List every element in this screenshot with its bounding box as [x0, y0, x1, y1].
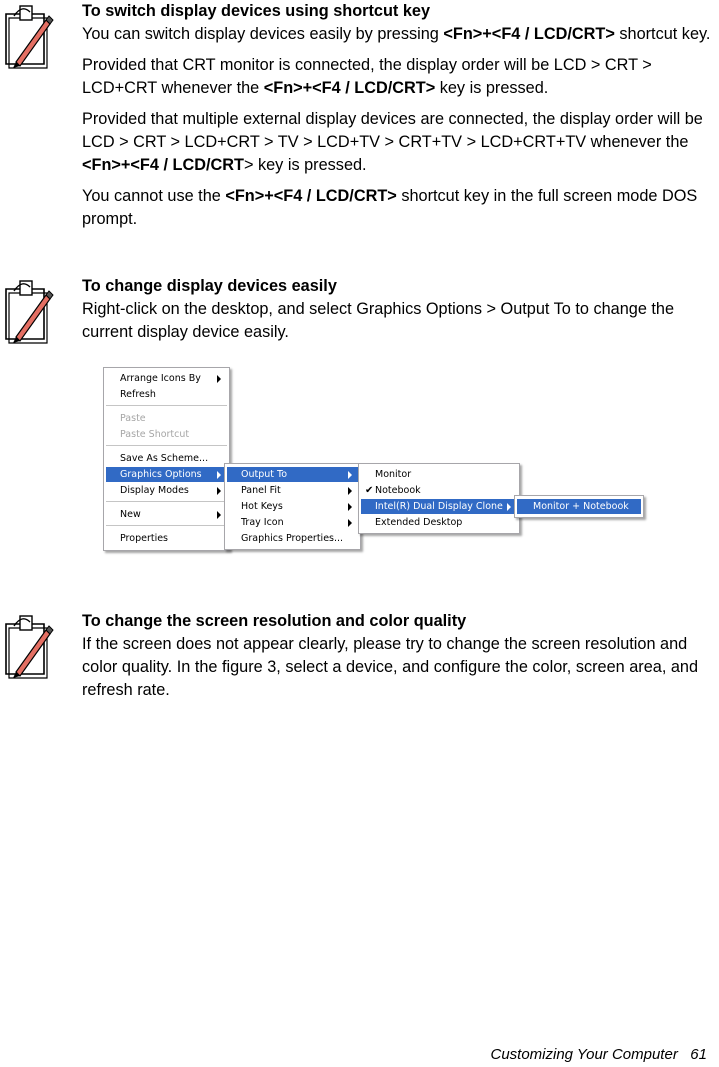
note-pencil-icon	[0, 612, 58, 682]
menu-item-monitor-notebook[interactable]: Monitor + Notebook	[517, 499, 641, 514]
note-title: To change the screen resolution and color quality	[82, 612, 467, 630]
menu-item-refresh[interactable]: Refresh	[120, 389, 156, 400]
menu-item-arrange-icons[interactable]: Arrange Icons By	[106, 371, 227, 386]
submenu-arrow-icon	[348, 503, 352, 511]
submenu-arrow-icon	[348, 487, 352, 495]
menu-item-graphics-options[interactable]: Graphics Options	[106, 467, 227, 482]
submenu-arrow-icon	[217, 471, 221, 479]
menu-item-monitor[interactable]: Monitor	[375, 469, 412, 480]
dual-clone-submenu	[514, 495, 644, 518]
menu-separator	[106, 501, 227, 502]
menu-item-paste: Paste	[120, 413, 146, 424]
submenu-arrow-icon	[507, 503, 511, 511]
note-paragraph: Provided that CRT monitor is connected, the display order will be LCD > CRT > LCD+CRT whenever the <Fn>+<F4 / LCD/CRT> key is pressed.	[82, 56, 652, 97]
check-icon: ✔	[365, 485, 374, 496]
note-paragraph: You cannot use the <Fn>+<F4 / LCD/CRT> shortcut key in the full screen mode DOS prompt.	[82, 187, 698, 228]
menu-separator	[106, 525, 227, 526]
page-footer: Customizing Your Computer 61	[490, 1046, 707, 1063]
menu-item-tray-icon[interactable]: Tray Icon	[227, 515, 358, 530]
note-paragraph: If the screen does not appear clearly, please try to change the screen resolution and color quality. In the figure 3, select a device, and configure the color, screen area, and refresh rate.	[82, 635, 699, 699]
menu-item-graphics-properties[interactable]: Graphics Properties...	[241, 533, 344, 544]
menu-separator	[106, 405, 227, 406]
note-paragraph: You can switch display devices easily by pressing <Fn>+<F4 / LCD/CRT> shortcut key.	[82, 25, 711, 43]
desktop-context-menu	[103, 367, 230, 551]
menu-item-paste-shortcut: Paste Shortcut	[120, 429, 190, 440]
menu-item-dual-display-clone[interactable]: Intel(R) Dual Display Clone	[361, 499, 517, 514]
submenu-arrow-icon	[217, 375, 221, 383]
menu-item-hot-keys[interactable]: Hot Keys	[227, 499, 358, 514]
note-pencil-icon	[0, 2, 58, 72]
note-paragraph: Provided that multiple external display devices are connected, the display order will be LCD > CRT > LCD+CRT > TV > LCD+TV > CRT+TV > LCD+CRT+TV whenever the <Fn>+<F4 / LCD/CRT> key is pressed.	[82, 110, 703, 174]
note-paragraph: Right-click on the desktop, and select Graphics Options > Output To to change the current display device easily.	[82, 300, 675, 341]
note-pencil-icon	[0, 277, 58, 347]
menu-item-panel-fit[interactable]: Panel Fit	[227, 483, 358, 498]
menu-item-save-scheme[interactable]: Save As Scheme...	[120, 453, 209, 464]
submenu-arrow-icon	[348, 519, 352, 527]
note-title: To change display devices easily	[82, 277, 337, 295]
note-title: To switch display devices using shortcut key	[82, 2, 431, 20]
menu-item-properties[interactable]: Properties	[120, 533, 169, 544]
menu-item-extended-desktop[interactable]: Extended Desktop	[375, 517, 463, 528]
submenu-arrow-icon	[348, 471, 352, 479]
submenu-arrow-icon	[217, 487, 221, 495]
menu-item-output-to[interactable]: Output To	[227, 467, 358, 482]
menu-item-notebook[interactable]: ✔ Notebook	[365, 485, 421, 496]
menu-item-display-modes[interactable]: Display Modes	[106, 483, 227, 498]
output-to-submenu	[358, 463, 520, 534]
graphics-options-submenu	[224, 463, 361, 550]
submenu-arrow-icon	[217, 511, 221, 519]
menu-separator	[106, 445, 227, 446]
menu-item-new[interactable]: New	[106, 507, 227, 522]
